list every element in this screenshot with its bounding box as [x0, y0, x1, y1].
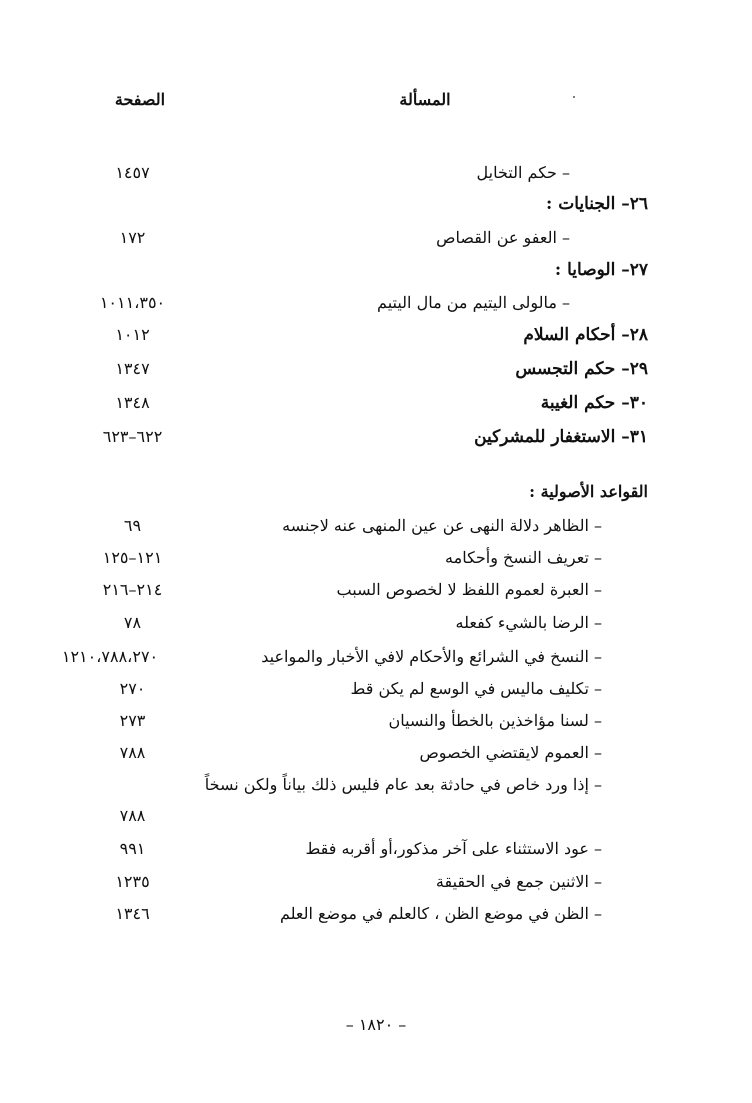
rule-text: – النسخ في الشرائع والأحكام لافي الأخبار والمواعيد: [261, 647, 602, 666]
entry-page: ١٣٤٧: [115, 359, 150, 378]
entry-page: ١٠١٢: [115, 325, 150, 344]
entry-text: ٢٧– الوصايا :: [554, 260, 648, 280]
rule-page: ٢٧٠: [119, 679, 146, 698]
rule-page: ٧٨٨: [119, 743, 146, 762]
rule-text: – الظاهر دلالة النهى عن عين المنهى عنه لاجنسه: [282, 516, 602, 535]
rule-entry: [60, 608, 648, 638]
index-entry: [60, 288, 648, 318]
column-header-issue: المسألة: [399, 90, 451, 109]
rule-entry: [60, 543, 648, 573]
entry-page: ١٣٤٨: [115, 393, 150, 412]
entry-text: – العفو عن القصاص: [436, 228, 570, 247]
column-header-page: الصفحة: [114, 90, 166, 109]
rule-entry: [60, 642, 648, 672]
entry-page: ١٤٥٧: [115, 163, 150, 182]
rule-text: – تعريف النسخ وأحكامه: [445, 548, 602, 567]
entry-page: ١٠١١،٣٥٠: [99, 293, 166, 312]
index-heading: [60, 422, 648, 452]
rule-entry: [60, 867, 648, 897]
entry-text: – مالولى اليتيم من مال اليتيم: [377, 293, 570, 312]
rule-page: ١٣٤٦: [115, 904, 150, 923]
rule-entry: [60, 738, 648, 768]
index-entry: [60, 158, 648, 188]
speck-mark: [573, 96, 575, 98]
rule-text: – الاثنين جمع في الحقيقة: [435, 872, 602, 891]
rule-entry: [60, 834, 648, 864]
entry-text: ٢٦– الجنايات :: [546, 194, 648, 214]
entry-text: ٢٩– حكم التجسس: [515, 359, 648, 379]
rule-entry: [60, 706, 648, 736]
rule-entry: [60, 771, 648, 833]
rule-text: – إذا ورد خاص في حادثة بعد عام فليس ذلك بياناً ولكن نسخاً: [204, 775, 602, 794]
rule-page: ٧٨٨: [119, 806, 146, 825]
rule-page: ١٢١–١٢٥: [102, 548, 163, 567]
rule-entry: [60, 674, 648, 704]
section-title: القواعد الأصولية :: [529, 482, 648, 501]
rule-entry: [60, 899, 648, 929]
rule-text: – عود الاستثناء على آخر مذكور،أو أقربه فقط: [305, 839, 602, 858]
rule-page: ٧٨: [123, 613, 142, 632]
index-heading: [60, 320, 648, 350]
rule-page: ٢١٤–٢١٦: [102, 580, 163, 599]
rule-page: ٩٩١: [119, 839, 146, 858]
entry-text: – حكم التخايل: [476, 163, 570, 182]
rule-page: ١٢١٠،٧٨٨،٢٧٠: [61, 647, 159, 666]
index-heading: [60, 354, 648, 384]
entry-page: ٦٢٢–٦٢٣: [102, 427, 163, 446]
rule-page: ٢٧٣: [119, 711, 146, 730]
rule-page: ٦٩: [123, 516, 142, 535]
entry-text: ٣٠– حكم الغيبة: [540, 393, 648, 413]
rule-text: – لسنا مؤاخذين بالخطأ والنسيان: [388, 711, 602, 730]
rule-entry: [60, 575, 648, 605]
index-heading: [60, 255, 648, 285]
index-heading: [60, 189, 648, 219]
rule-text: – العبرة لعموم اللفظ لا لخصوص السبب: [336, 580, 602, 599]
rule-text: – الرضا بالشيء كفعله: [455, 613, 602, 632]
rule-text: – الظن في موضع الظن ، كالعلم في موضع العلم: [279, 904, 602, 923]
rule-entry: [60, 511, 648, 541]
entry-text: ٢٨– أحكام السلام: [523, 325, 648, 345]
index-heading: [60, 388, 648, 418]
rule-text: – العموم لايقتضي الخصوص: [419, 743, 602, 762]
entry-text: ٣١– الاستغفار للمشركين: [474, 427, 648, 447]
entry-page: ١٧٢: [119, 228, 146, 247]
index-entry: [60, 223, 648, 253]
page-number: – ١٨٢٠ –: [345, 1015, 407, 1034]
rule-page: ١٢٣٥: [115, 872, 150, 891]
rule-text: – تكليف ماليس في الوسع لم يكن قط: [350, 679, 602, 698]
